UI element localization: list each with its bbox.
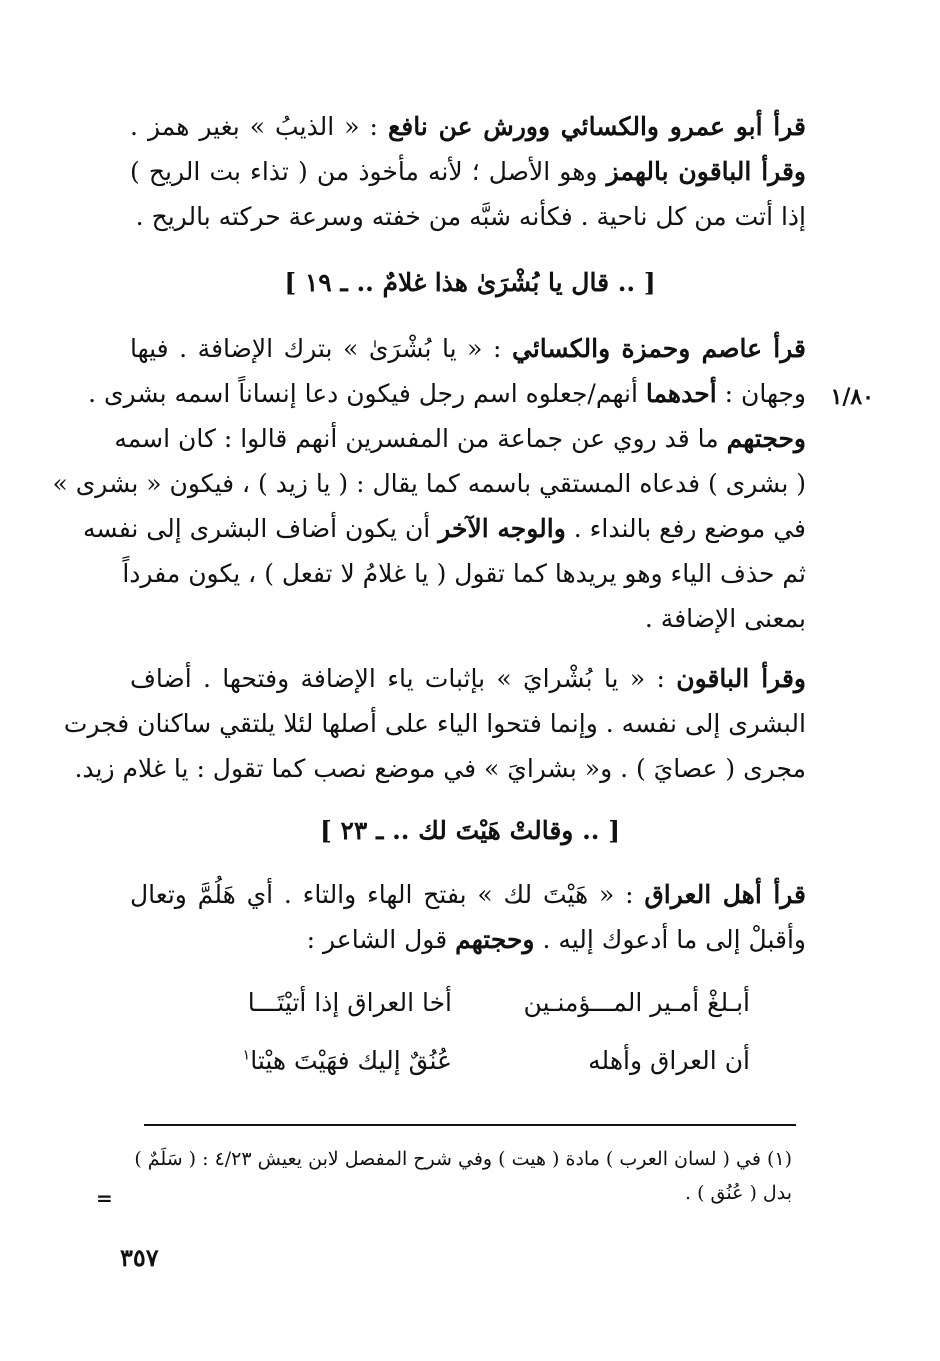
verse-hemistich: أبـلغْ أمـير المـــؤمنـين <box>523 988 750 1017</box>
footnote-marker: ١ <box>242 1047 251 1064</box>
text-span: في موضع رفع بالنداء . <box>573 514 806 543</box>
bold-phrase: قرأ أهل العراق <box>644 880 807 909</box>
text-line <box>82 506 806 551</box>
text-span: : « يا بُشْرَىٰ » بترك الإضافة . فيها <box>130 334 502 363</box>
verse-heading: [ .. وقالتْ هَيْتَ لك .. ـ ٢٣ ] <box>319 816 621 845</box>
text-line <box>130 872 806 917</box>
text-span: وأقبلْ إلى ما أدعوك إليه . <box>542 925 806 954</box>
text-line: بمعنى الإضافة . <box>644 604 806 633</box>
verse-hemistich: أخا العراق إذا أتيْتَـــا <box>247 988 452 1017</box>
text-span: عُنُقٌ إليك فهَيْتَ هيْتا <box>250 1046 452 1075</box>
text-line <box>130 656 806 701</box>
bold-phrase: قرأ أبو عمرو والكسائي وورش عن نافع <box>388 112 807 141</box>
paragraph-3 <box>63 656 806 791</box>
bold-phrase: وقرأ الباقون <box>676 664 806 693</box>
text-span: وجهان : <box>724 379 806 408</box>
page-number: ٣٥٧ <box>120 1243 159 1272</box>
text-line: إذا أتت من كل ناحية . فكأنه شبَّه من خفته وسرعة حركته بالريح . <box>135 202 806 231</box>
text-span: : « يا بُشْرايَ » بإثبات ياء الإضافة وفتحها . أضاف <box>130 664 665 693</box>
text-line: البشرى إلى نفسه . وإنما فتحوا الياء على أصلها لئلا يلتقي ساكنان فجرت <box>63 709 806 738</box>
text-line <box>130 917 806 962</box>
text-span: وهو الأصل ؛ لأنه مأخوذ من ( تذاء بت الريح ) <box>130 157 598 186</box>
paragraph-2 <box>52 326 806 641</box>
text-line: مجرى ( عصايَ ) . و« بشرايَ » في موضع نصب كما تقول : يا غلام زيد. <box>74 754 806 783</box>
text-span: : « هَيْتَ لك » بفتح الهاء والتاء . أي هَلُمَّ وتعال <box>130 880 634 909</box>
footnote-line: (١) في ( لسان العرب ) مادة ( هيت ) وفي شرح المفصل لابن يعيش ٤/٢٣ : ( سَلَمٌ ) <box>134 1148 792 1170</box>
bold-phrase: قرأ عاصم وحمزة والكسائي <box>511 334 806 363</box>
verse-hemistich <box>243 1046 452 1075</box>
text-line: ثم حذف الياء وهو يريدها كما تقول ( يا غلامُ لا تفعل ) ، يكون مفرداً <box>122 559 806 588</box>
margin-reference: ١/٨٠ <box>830 384 874 410</box>
text-line <box>88 371 806 416</box>
footnote-line: بدل ( عُنُق ) . <box>684 1182 792 1204</box>
text-line <box>130 149 806 194</box>
text-line <box>114 416 806 461</box>
paragraph-1 <box>130 104 806 239</box>
bold-phrase: أحدهما <box>645 379 717 408</box>
text-span: أن يكون أضاف البشرى إلى نفسه <box>82 514 431 543</box>
bold-phrase: وحجتهم <box>455 925 535 954</box>
text-line <box>130 326 806 371</box>
verse-hemistich: أن العراق وأهله <box>588 1046 750 1075</box>
text-span: : « الذيبُ » بغير همز . <box>130 112 378 141</box>
text-line <box>130 104 806 149</box>
text-span: أنهم/جعلوه اسم رجل فيكون دعا إنساناً اسمه بشرى . <box>88 379 638 408</box>
bold-phrase: والوجه الآخر <box>438 514 566 543</box>
text-span: ما قد روي عن جماعة من المفسرين أنهم قالوا : كان اسمه <box>114 424 719 453</box>
bold-phrase: وقرأ الباقون بالهمز <box>606 157 806 186</box>
continuation-mark: = <box>96 1186 113 1210</box>
paragraph-4 <box>130 872 806 962</box>
text-line: ( بشرى ) فدعاه المستقي باسمه كما يقال : ( يا زيد ) ، فيكون « بشرى » <box>52 469 806 498</box>
text-span: قول الشاعر : <box>306 925 448 954</box>
bold-phrase: وحجتهم <box>726 424 806 453</box>
verse-heading: [ .. قال يا بُشْرَىٰ هذا غلامٌ .. ـ ١٩ ] <box>284 268 656 297</box>
footnote-divider <box>144 1124 796 1126</box>
